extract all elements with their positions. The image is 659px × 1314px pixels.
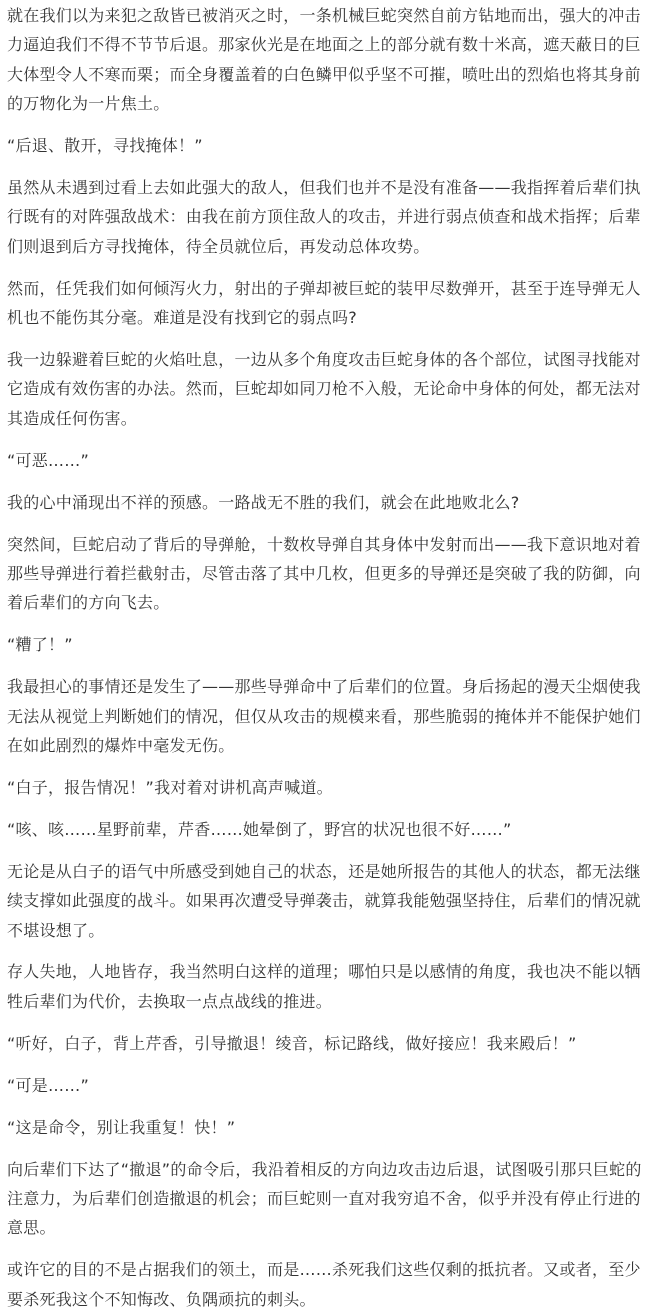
paragraph: “咳、咳……星野前辈，芹香……她晕倒了，野宫的状况也很不好……” bbox=[7, 819, 512, 839]
paragraph: 虽然从未遇到过看上去如此强大的敌人，但我们也并不是没有准备——我指挥着后辈们执行既有的对阵强敌战术：由我在前方顶住敌人的攻击，并进行弱点侦查和战术指挥；后辈们则退到后方寻找掩体，待全员就位后，再发动总体攻势。 bbox=[7, 178, 641, 256]
article-body bbox=[0, 1, 659, 1314]
paragraph: “听好，白子，背上芹香，引导撤退！绫音，标记路线，做好接应！我来殿后！” bbox=[7, 1033, 577, 1053]
paragraph: 然而，任凭我们如何倾泻火力，射出的子弹却被巨蛇的装甲尽数弹开，甚至于连导弹无人机也不能伤其分毫。难道是没有找到它的弱点吗? bbox=[7, 278, 641, 328]
paragraph: 存人失地，人地皆存，我当然明白这样的道理；哪怕只是以感情的角度，我也决不能以牺牲后辈们为代价，去换取一点点战线的推进。 bbox=[7, 962, 641, 1011]
paragraph: 无论是从白子的语气中所感受到她自己的状态，还是她所报告的其他人的状态，都无法继续支撑如此强度的战斗。如果再次遭受导弹袭击，就算我能勉强坚持住，后辈们的情况就不堪设想了。 bbox=[7, 861, 641, 940]
paragraph: “可恶……” bbox=[7, 450, 90, 470]
paragraph: 我一边躲避着巨蛇的火焰吐息，一边从多个角度攻击巨蛇身体的各个部位，试图寻找能对它造成有效伤害的办法。然而，巨蛇却如同刀枪不入般，无论命中身体的何处，都无法对其造成任何伤害。 bbox=[7, 350, 641, 428]
paragraph: “可是……” bbox=[7, 1075, 90, 1095]
paragraph: “糟了！” bbox=[7, 635, 73, 655]
paragraph: 我最担心的事情还是发生了——那些导弹命中了后辈们的位置。身后扬起的漫天尘烟使我无法从视觉上判断她们的情况，但仅从攻击的规模来看，那些脆弱的掩体并不能保护她们在如此剧烈的爆炸中毫发无伤。 bbox=[7, 677, 641, 756]
paragraph: “后退、散开，寻找掩体！” bbox=[7, 136, 203, 156]
paragraph: 突然间，巨蛇启动了背后的导弹舱，十数枚导弹自其身体中发射而出——我下意识地对着那些导弹进行着拦截射击，尽管击落了其中几枚，但更多的导弹还是突破了我的防御，向着后辈们的方向飞去。 bbox=[7, 534, 641, 613]
paragraph: 我的心中涌现出不祥的预感。一路战无不胜的我们，就会在此地败北么? bbox=[7, 492, 520, 512]
paragraph: “白子，报告情况！”我对着对讲机高声喊道。 bbox=[7, 777, 333, 797]
paragraph: 向后辈们下达了“撤退”的命令后，我沿着相反的方向边攻击边后退，试图吸引那只巨蛇的注意力，为后辈们创造撤退的机会；而巨蛇则一直对我穷追不舍，似乎并没有停止行进的意思。 bbox=[7, 1159, 642, 1238]
paragraph: 就在我们以为来犯之敌皆已被消灭之时，一条机械巨蛇突然自前方钻地而出，强大的冲击力逼迫我们不得不节节后退。那家伙光是在地面之上的部分就有数十米高，遮天蔽日的巨大体型令人不寒而栗；而全身覆盖着的白色鳞甲似乎坚不可摧，喷吐出的烈焰也将其身前的万物化为一片焦土。 bbox=[7, 6, 641, 114]
paragraph: “这是命令，别让我重复！快！” bbox=[7, 1117, 236, 1137]
paragraph: 或许它的目的不是占据我们的领土，而是……杀死我们这些仅剩的抵抗者。又或者，至少要杀死我这个不知悔改、负隅顽抗的刺头。 bbox=[7, 1260, 641, 1309]
